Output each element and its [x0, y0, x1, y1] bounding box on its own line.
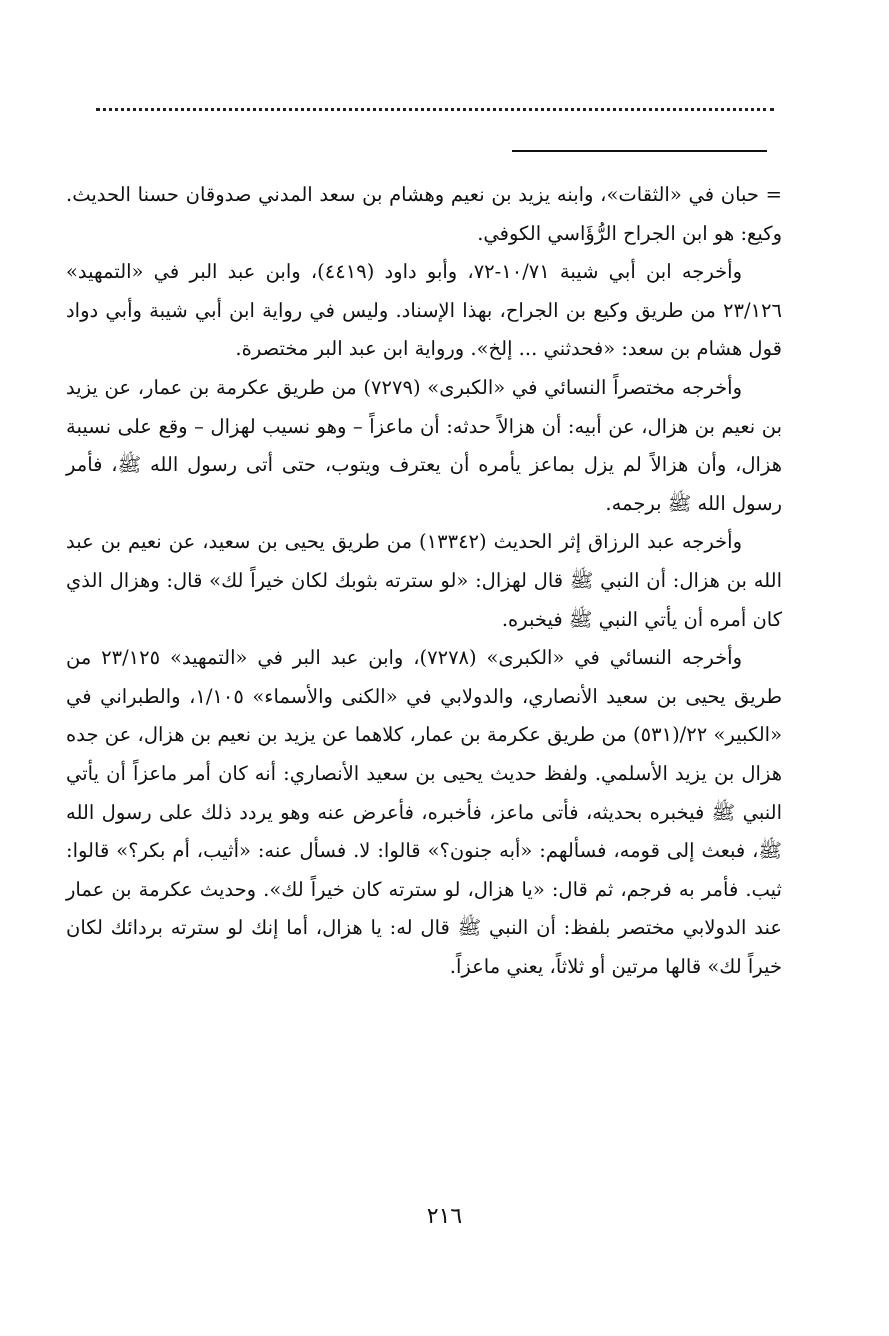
paragraph-takhrij-1: وأخرجه ابن أبي شيبة ١٠/٧١-٧٢، وأبو داود (٤٤١٩)، وابن عبد البر في «التمهيد» ٢٣/١٢٦ من طريق وكيع بن الجراح، بهذا الإسناد. وليس في رواية ابن أبي شيبة وأبي دواد قول هشام بن سعد: «فحدثني ... إلخ». ورواية ابن عبد البر مختصرة.	[66, 260, 782, 361]
paragraph-takhrij-3: وأخرجه عبد الرزاق إثر الحديث (١٣٣٤٢) من طريق يحيى بن سعيد، عن نعيم بن عبد الله بن هزال: أن النبي ﷺ قال لهزال: «لو سترته بثوبك لكان خيراً لك» قال: وهزال الذي كان أمره أن يأتي النبي ﷺ فيخبره.	[66, 530, 782, 631]
paragraph-takhrij-4: وأخرجه النسائي في «الكبرى» (٧٢٧٨)، وابن عبد البر في «التمهيد» ٢٣/١٢٥ من طريق يحيى بن سعيد الأنصاري، والدولابي في «الكنى والأسماء» ١/١٠٥، والطبراني في «الكبير» ٢٢/(٥٣١) من طريق عكرمة بن عمار، كلاهما عن يزيد بن نعيم بن هزال، عن جده هزال بن يزيد الأسلمي. ولفظ حديث يحيى بن سعيد الأنصاري: أنه كان أمر ماعزاً أن يأتي النبي ﷺ فيخبره بحديثه، فأتى ماعز، فأخبره، فأعرض عنه وهو يردد ذلك على رسول الله ﷺ، فبعث إلى قومه، فسألهم: «أبه جنون؟» قالوا: لا. فسأل عنه: «أثيب، أم بكر؟» قالوا: ثيب. فأمر به فرجم، ثم قال: «يا هزال، لو سترته كان خيراً لك». وحديث عكرمة بن عمار عند الدولابي مختصر بلفظ: أن النبي ﷺ قال له: يا هزال، أما إنك لو سترته بردائك لكان خيراً لك» قالها مرتين أو ثلاثاً، يعني ماعزاً.	[66, 646, 783, 978]
footnote-text-block	[66, 176, 782, 986]
paragraph-continuation: = حبان في «الثقات»، وابنه يزيد بن نعيم وهشام بن سعد المدني صدوقان حسنا الحديث. وكيع: هو ابن الجراح الرُّؤَاسي الكوفي.	[66, 183, 782, 245]
paragraph-takhrij-2: وأخرجه مختصراً النسائي في «الكبرى» (٧٢٧٩) من طريق عكرمة بن عمار، عن يزيد بن نعيم بن هزال، عن أبيه: أن هزالاً حدثه: أن ماعزاً – وهو نسيب لهزال – وقع على نسيبة هزال، وأن هزالاً لم يزل بماعز يأمره أن يعترف ويتوب، حتى أتى رسول الله ﷺ، فأمر رسول الله ﷺ برجمه.	[66, 375, 782, 515]
footnote-rule	[512, 150, 767, 152]
dotted-separator	[96, 108, 774, 111]
page-number: ٢١٦	[426, 1204, 463, 1229]
